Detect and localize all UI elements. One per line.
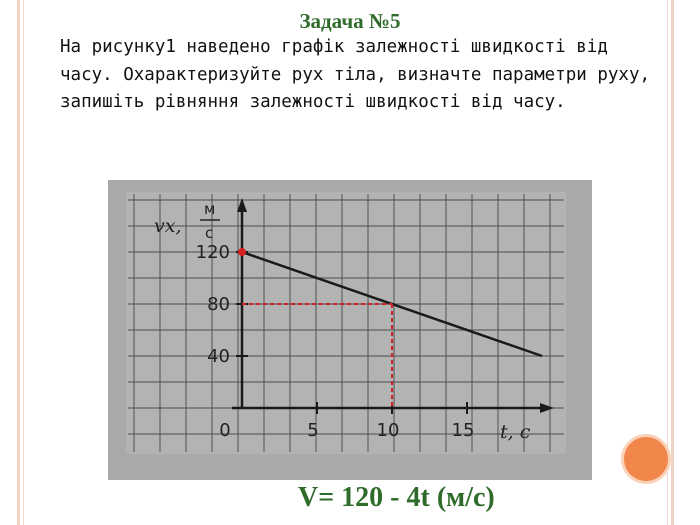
slide-title: Задача №5 xyxy=(299,9,401,33)
photo-paper xyxy=(126,192,566,454)
velocity-graph-photo xyxy=(108,180,592,480)
y-axis-unit-bottom: с xyxy=(205,224,214,242)
answer-formula: V= 120 - 4t (м/с) xyxy=(298,482,495,513)
y-tick-label: 40 xyxy=(207,346,230,367)
x-axis-label: t, c xyxy=(500,421,531,443)
y-axis-label: vx, xyxy=(154,215,182,237)
x-tick-label: 15 xyxy=(451,420,475,441)
frame-line-left xyxy=(23,0,24,525)
x-tick-label: 0 xyxy=(219,420,231,441)
frame-line-right xyxy=(667,0,668,525)
problem-text: На рисунку1 наведено графік залежності швидкості від часу. Охарактеризуйте рух тіла, визначте параметри руху, запишіть рівняння залежності швидкості від часу. xyxy=(60,37,651,112)
start-point-marker xyxy=(238,248,246,256)
decorative-circle xyxy=(624,437,668,481)
x-tick-label: 10 xyxy=(376,420,400,441)
y-tick-label: 120 xyxy=(195,242,230,263)
y-tick-label: 80 xyxy=(207,294,230,315)
x-tick-label: 5 xyxy=(307,420,319,441)
y-axis-unit-top: м xyxy=(204,200,216,218)
